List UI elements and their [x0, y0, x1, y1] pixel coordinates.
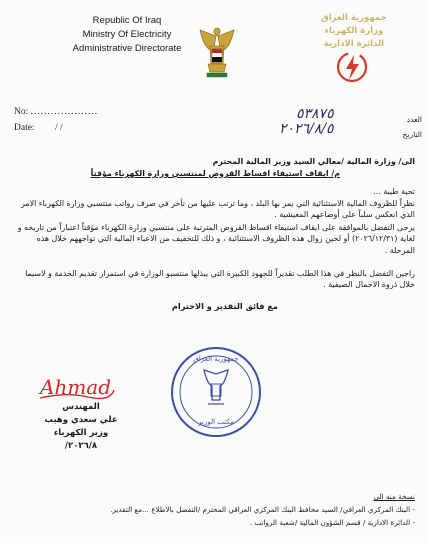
signer-title: المهندس: [62, 402, 100, 412]
letterhead-ar-line-3: الدائرة الادارية: [323, 39, 385, 49]
closing: مع فائق التقدير و الاحترام: [171, 301, 278, 311]
letterhead-ar-line-1: جمهورية العراق: [321, 13, 387, 23]
no-dots: ....................: [30, 107, 99, 117]
letterhead-en-line-3: Administrative Directorate: [72, 43, 182, 54]
letterhead-en-line-1: Republic Of Iraq: [92, 15, 162, 26]
addressee: الى/ وزارة المالية /معالي السيد وزير المالية المحترم: [212, 157, 415, 166]
iraq-emblem-icon: [196, 24, 238, 82]
body-paragraph-3: راجين التفضل بالنظر في هذا الطلب تقديراً للجهود الكبيرة التي يبذلها منتسبو الوزارة في استمرار تقديم الخدمة و لاسيما خلال ذروة الاحمال الصيفية .: [25, 269, 415, 290]
signer-date: ٢٠٢٦/٨/: [64, 441, 98, 451]
signer-name: علي سعدي وهيب: [44, 415, 118, 425]
signature-scribble-text: Ahmad: [40, 375, 112, 399]
no-label: No:: [14, 107, 29, 117]
stamp-text-top: جمهورية العراق: [193, 355, 239, 363]
date-field: [14, 123, 63, 133]
no-field: [14, 107, 98, 117]
ref-date-handwritten: ٢٠٢٦/٨/٥: [279, 121, 334, 137]
subject: م/ ايقاف استيفاء اقساط القروض لمنتسبي وزارة الكهرباء مؤقتاً: [90, 169, 340, 178]
ref-date-label: التاريخ: [402, 130, 422, 139]
date-slashes: / /: [54, 123, 63, 133]
ministry-logo-icon: [335, 50, 369, 84]
letterhead-arabic: [308, 12, 400, 51]
signer-block: [38, 401, 124, 453]
copy-to-label: [5, 491, 415, 503]
signature-scribble: [36, 370, 116, 404]
copy-line-2: - الدائرة الادارية / قسم الشؤون المالية /شعبة الرواتب .: [249, 518, 415, 527]
copy-to-label-text: نسخة منه الى: [373, 492, 415, 501]
official-stamp-icon: [168, 344, 264, 440]
letterhead-english: [67, 14, 187, 56]
ref-number-label: العدد: [406, 115, 422, 124]
copy-line-1: - البنك المركزي العراقي/ السيد محافظ البنك المركزي العراقي المحترم /التفضل بالاطلاع ...مع التقدير.: [110, 505, 415, 514]
date-label: Date:: [14, 123, 35, 133]
ref-number-handwritten: ٥٣٨٧٥: [296, 106, 334, 122]
letterhead-en-line-2: Ministry Of Electricity: [82, 29, 172, 40]
stamp-text-bottom: مكتب الوزير: [198, 418, 234, 426]
letterhead-ar-line-2: وزارة الكهرباء: [324, 26, 384, 36]
body-paragraph-2: يرجى التفضل بالموافقة على ايقاف استيفاء اقساط القروض المترتبة على منتسبي وزارة الكهرباء مؤقتاً اعتباراً من تاريخه و لغاية (٢٠٢٦/١٢/٣١) أو لحين زوال هذه الظروف الاستثنائية ، و ذلك للتخفيف من الاعباء المالية التي تواجههم خلال هذه المرحلة .: [17, 223, 415, 255]
signer-role: وزير الكهرباء: [53, 428, 109, 438]
body-paragraph-1: نظراً للظروف المالية الاستثنائية التي يمر بها البلد ، وما ترتب عليها من تأخر في صرف رواتب منتسبي وزارة الكهرباء الامر الذي انعكس سلباً على أوضاعهم المعيشية .: [21, 199, 415, 220]
greeting: تحية طيبة ...: [373, 187, 415, 196]
